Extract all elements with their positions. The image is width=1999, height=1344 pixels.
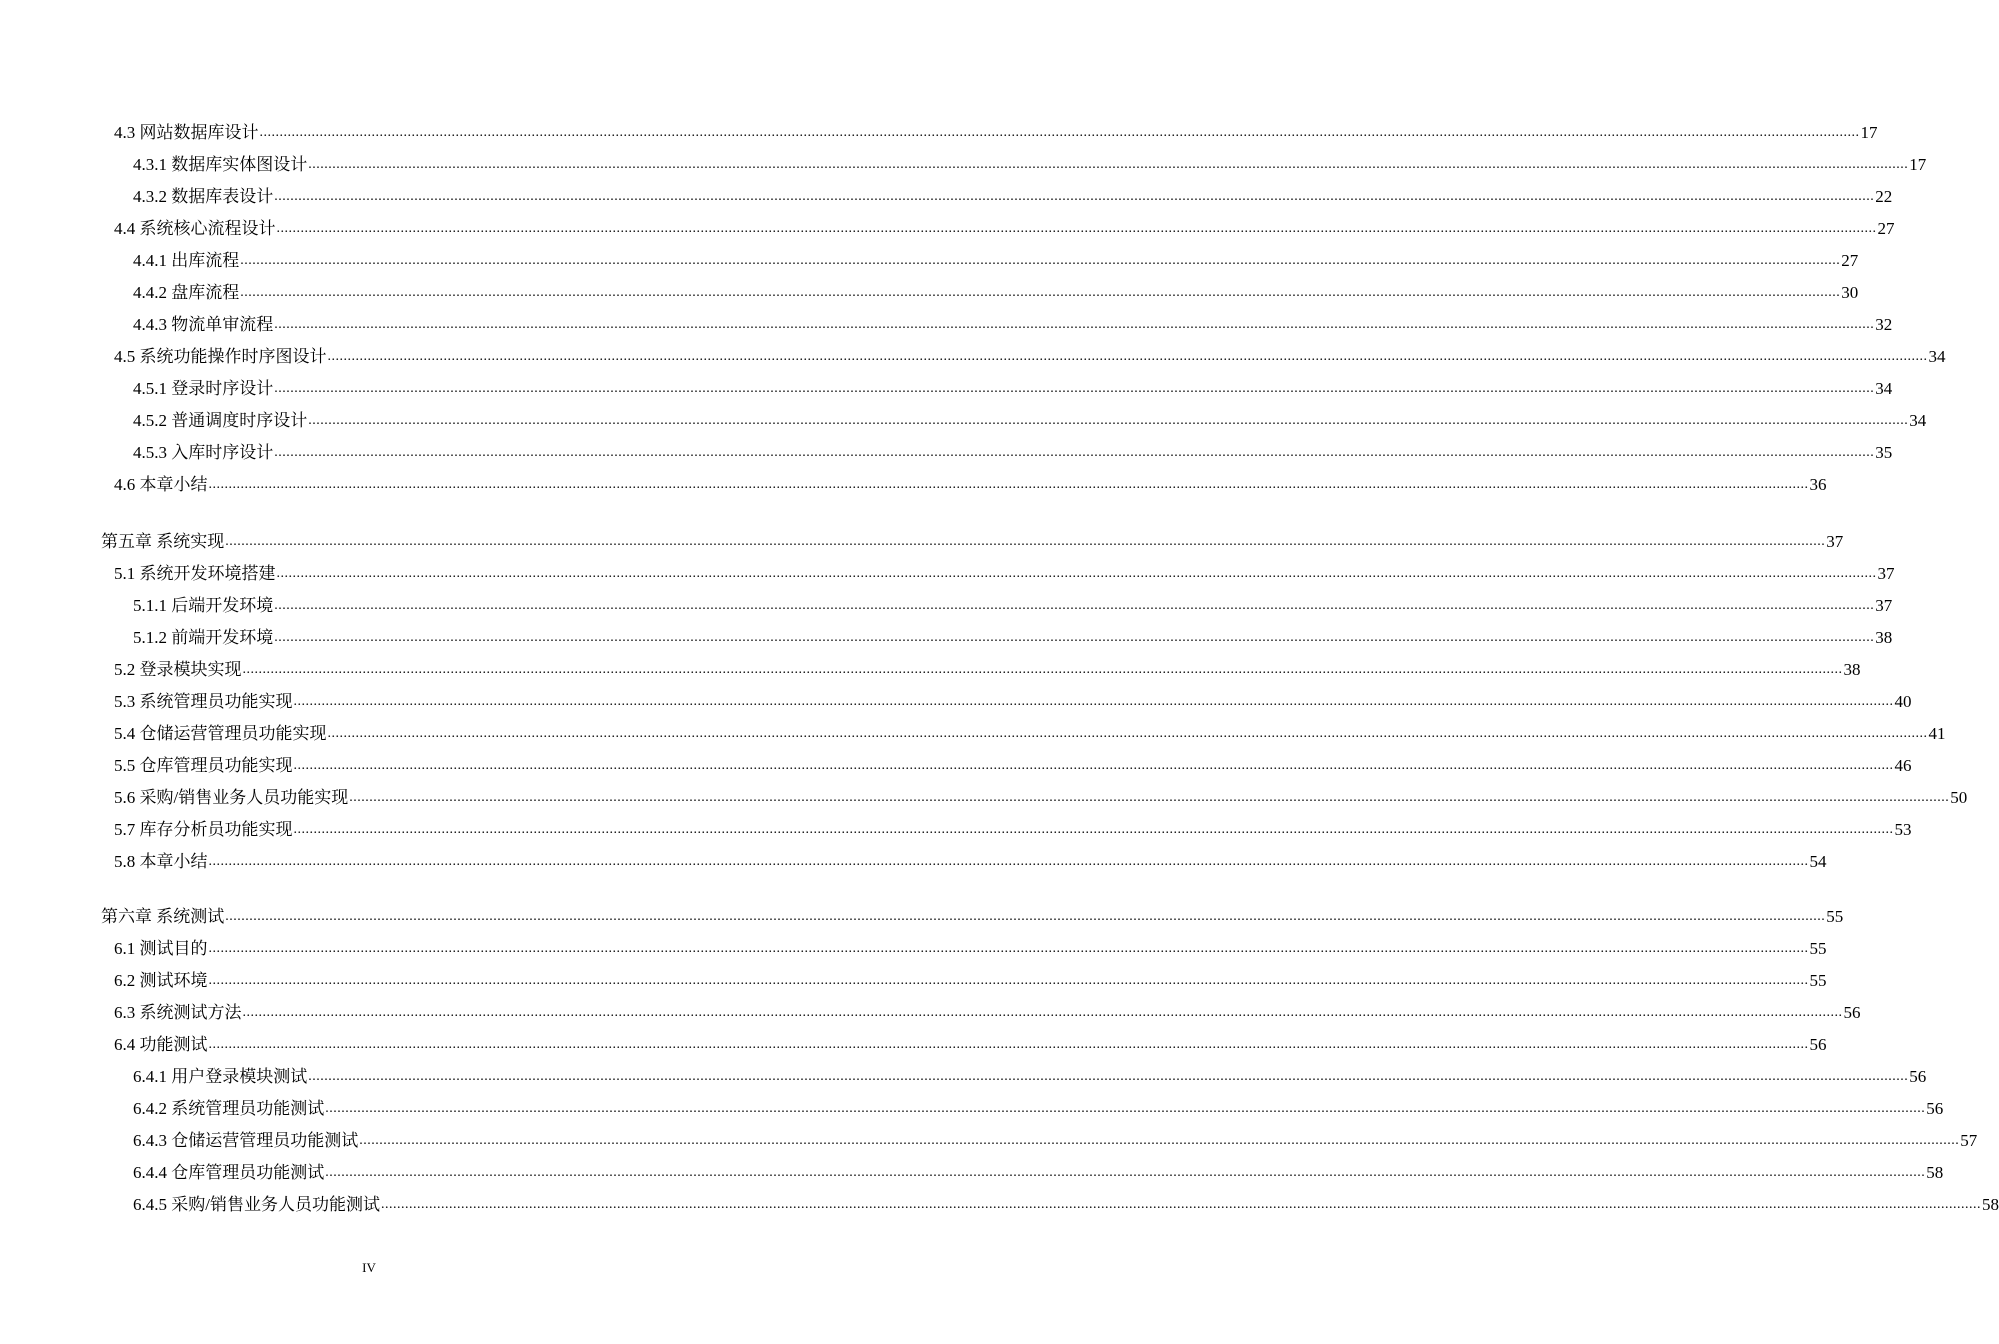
toc-entry[interactable] (114, 216, 1895, 240)
toc-entry[interactable] (133, 593, 1893, 617)
toc-entry-title: 5.7 库存分析员功能实现 (114, 820, 293, 839)
toc-entry[interactable] (133, 1160, 1944, 1184)
toc-dot-leader: ................................................................................................................................................................................................................................................................................................................................................................................................................ (327, 349, 1928, 364)
toc-dot-leader: ................................................................................................................................................................................................................................................................................................................................................................................................................ (274, 598, 1875, 613)
toc-entry-page-number: 56 (1926, 1099, 1944, 1118)
toc-entry-title: 4.5.1 登录时序设计 (133, 379, 274, 398)
toc-dot-leader: ................................................................................................................................................................................................................................................................................................................................................................................................................ (259, 125, 1860, 140)
toc-entry[interactable] (114, 344, 1946, 368)
toc-entry-title: 第五章 系统实现 (101, 532, 225, 551)
toc-entry-title: 5.5 仓库管理员功能实现 (114, 756, 293, 775)
toc-dot-leader: ................................................................................................................................................................................................................................................................................................................................................................................................................ (274, 445, 1875, 460)
toc-entry-title: 4.4.3 物流单审流程 (133, 315, 274, 334)
toc-entry-page-number: 55 (1826, 907, 1844, 926)
toc-entry-page-number: 38 (1843, 660, 1861, 679)
toc-entry-title: 第六章 系统测试 (101, 907, 225, 926)
toc-entry[interactable] (114, 561, 1895, 585)
toc-entry-page-number: 34 (1875, 379, 1893, 398)
toc-dot-leader: ................................................................................................................................................................................................................................................................................................................................................................................................................ (242, 662, 1843, 677)
toc-entry-page-number: 35 (1875, 443, 1893, 462)
toc-dot-leader: ................................................................................................................................................................................................................................................................................................................................................................................................................ (240, 285, 1841, 300)
toc-entry-page-number: 53 (1894, 820, 1912, 839)
toc-entry-page-number: 56 (1909, 1067, 1927, 1086)
toc-dot-leader: ................................................................................................................................................................................................................................................................................................................................................................................................................ (276, 566, 1877, 581)
toc-dot-leader: ................................................................................................................................................................................................................................................................................................................................................................................................................ (208, 973, 1809, 988)
toc-dot-leader: ................................................................................................................................................................................................................................................................................................................................................................................................................ (293, 758, 1894, 773)
toc-entry[interactable] (133, 184, 1893, 208)
toc-entry-title: 5.1.1 后端开发环境 (133, 596, 274, 615)
toc-dot-leader: ................................................................................................................................................................................................................................................................................................................................................................................................................ (359, 1133, 1960, 1148)
toc-entry-page-number: 37 (1877, 564, 1895, 583)
toc-entry-page-number: 27 (1841, 251, 1859, 270)
toc-entry-page-number: 17 (1909, 155, 1927, 174)
toc-entry[interactable] (101, 904, 1844, 928)
toc-entry[interactable] (114, 849, 1827, 873)
toc-entry[interactable] (114, 657, 1861, 681)
toc-entry-title: 6.4.3 仓储运营管理员功能测试 (133, 1131, 359, 1150)
toc-entry-page-number: 50 (1950, 788, 1968, 807)
toc-entry-page-number: 17 (1860, 123, 1878, 142)
toc-entry[interactable] (133, 408, 1927, 432)
toc-entry-title: 5.6 采购/销售业务人员功能实现 (114, 788, 349, 807)
toc-entry[interactable] (133, 312, 1893, 336)
toc-dot-leader: ................................................................................................................................................................................................................................................................................................................................................................................................................ (240, 253, 1841, 268)
toc-entry-title: 6.4.1 用户登录模块测试 (133, 1067, 308, 1086)
toc-entry-title: 4.3.1 数据库实体图设计 (133, 155, 308, 174)
toc-entry[interactable] (133, 1064, 1927, 1088)
toc-entry[interactable] (114, 785, 1968, 809)
toc-entry-page-number: 54 (1809, 852, 1827, 871)
toc-entry-page-number: 38 (1875, 628, 1893, 647)
toc-entry-page-number: 55 (1809, 971, 1827, 990)
toc-entry-title: 4.5 系统功能操作时序图设计 (114, 347, 327, 366)
toc-dot-leader: ................................................................................................................................................................................................................................................................................................................................................................................................................ (293, 822, 1894, 837)
toc-dot-leader: ................................................................................................................................................................................................................................................................................................................................................................................................................ (327, 726, 1928, 741)
toc-dot-leader: ................................................................................................................................................................................................................................................................................................................................................................................................................ (274, 630, 1875, 645)
toc-entry-page-number: 22 (1875, 187, 1893, 206)
toc-entry-title: 6.2 测试环境 (114, 971, 208, 990)
toc-entry-title: 6.1 测试目的 (114, 939, 208, 958)
toc-entry[interactable] (133, 1128, 1978, 1152)
toc-entry-title: 4.4 系统核心流程设计 (114, 219, 276, 238)
toc-dot-leader: ................................................................................................................................................................................................................................................................................................................................................................................................................ (225, 909, 1826, 924)
toc-entry-page-number: 46 (1894, 756, 1912, 775)
toc-dot-leader: ................................................................................................................................................................................................................................................................................................................................................................................................................ (274, 381, 1875, 396)
toc-entry[interactable] (133, 280, 1859, 304)
toc-dot-leader: ................................................................................................................................................................................................................................................................................................................................................................................................................ (349, 790, 1950, 805)
toc-entry-title: 5.3 系统管理员功能实现 (114, 692, 293, 711)
toc-dot-leader: ................................................................................................................................................................................................................................................................................................................................................................................................................ (308, 1069, 1909, 1084)
toc-entry-page-number: 27 (1877, 219, 1895, 238)
toc-entry[interactable] (133, 1192, 1999, 1216)
toc-dot-leader: ................................................................................................................................................................................................................................................................................................................................................................................................................ (225, 534, 1826, 549)
toc-entry-page-number: 37 (1875, 596, 1893, 615)
toc-entry-title: 6.4.2 系统管理员功能测试 (133, 1099, 325, 1118)
toc-entry[interactable] (133, 440, 1893, 464)
toc-dot-leader: ................................................................................................................................................................................................................................................................................................................................................................................................................ (274, 189, 1875, 204)
toc-entry[interactable] (114, 936, 1827, 960)
toc-entry[interactable] (133, 152, 1927, 176)
toc-entry[interactable] (114, 721, 1946, 745)
toc-entry-page-number: 56 (1809, 1035, 1827, 1054)
toc-entry-page-number: 30 (1841, 283, 1859, 302)
toc-entry-title: 6.4.4 仓库管理员功能测试 (133, 1163, 325, 1182)
toc-entry[interactable] (114, 120, 1878, 144)
toc-entry-page-number: 58 (1981, 1195, 1999, 1214)
toc-entry-title: 4.3.2 数据库表设计 (133, 187, 274, 206)
toc-entry[interactable] (133, 248, 1859, 272)
toc-entry-page-number: 40 (1894, 692, 1912, 711)
toc-entry-title: 4.3 网站数据库设计 (114, 123, 259, 142)
toc-entry[interactable] (114, 689, 1912, 713)
page-number: IV (362, 1260, 376, 1275)
toc-entry-page-number: 56 (1843, 1003, 1861, 1022)
toc-entry-page-number: 57 (1960, 1131, 1978, 1150)
toc-entry-title: 5.1.2 前端开发环境 (133, 628, 274, 647)
toc-entry-title: 6.4 功能测试 (114, 1035, 208, 1054)
toc-entry-page-number: 34 (1928, 347, 1946, 366)
toc-entry-title: 4.5.3 入库时序设计 (133, 443, 274, 462)
toc-entry-title: 5.4 仓储运营管理员功能实现 (114, 724, 327, 743)
toc-dot-leader: ................................................................................................................................................................................................................................................................................................................................................................................................................ (242, 1005, 1843, 1020)
toc-entry[interactable] (114, 1000, 1861, 1024)
toc-entry[interactable] (114, 968, 1827, 992)
toc-entry[interactable] (114, 753, 1912, 777)
toc-entry[interactable] (114, 472, 1827, 496)
toc-entry-title: 4.5.2 普通调度时序设计 (133, 411, 308, 430)
toc-entry-title: 6.4.5 采购/销售业务人员功能测试 (133, 1195, 380, 1214)
toc-dot-leader: ................................................................................................................................................................................................................................................................................................................................................................................................................ (308, 157, 1909, 172)
toc-entry-page-number: 32 (1875, 315, 1893, 334)
toc-entry-title: 5.8 本章小结 (114, 852, 208, 871)
toc-dot-leader: ................................................................................................................................................................................................................................................................................................................................................................................................................ (293, 694, 1894, 709)
toc-dot-leader: ................................................................................................................................................................................................................................................................................................................................................................................................................ (208, 854, 1809, 869)
toc-entry-title: 6.3 系统测试方法 (114, 1003, 242, 1022)
toc-entry-title: 4.4.2 盘库流程 (133, 283, 240, 302)
toc-entry[interactable] (133, 625, 1893, 649)
toc-dot-leader: ................................................................................................................................................................................................................................................................................................................................................................................................................ (274, 317, 1875, 332)
toc-entry[interactable] (114, 1032, 1827, 1056)
toc-entry[interactable] (114, 817, 1912, 841)
toc-entry-page-number: 37 (1826, 532, 1844, 551)
toc-dot-leader: ................................................................................................................................................................................................................................................................................................................................................................................................................ (276, 221, 1877, 236)
toc-entry-title: 4.6 本章小结 (114, 475, 208, 494)
toc-entry-title: 5.1 系统开发环境搭建 (114, 564, 276, 583)
toc-dot-leader: ................................................................................................................................................................................................................................................................................................................................................................................................................ (380, 1197, 1981, 1212)
toc-dot-leader: ................................................................................................................................................................................................................................................................................................................................................................................................................ (308, 413, 1909, 428)
toc-entry-page-number: 58 (1926, 1163, 1944, 1182)
toc-entry-title: 4.4.1 出库流程 (133, 251, 240, 270)
toc-entry-title: 5.2 登录模块实现 (114, 660, 242, 679)
toc-entry-page-number: 34 (1909, 411, 1927, 430)
toc-dot-leader: ................................................................................................................................................................................................................................................................................................................................................................................................................ (208, 1037, 1809, 1052)
toc-entry[interactable] (133, 1096, 1944, 1120)
toc-dot-leader: ................................................................................................................................................................................................................................................................................................................................................................................................................ (208, 477, 1809, 492)
toc-entry-page-number: 55 (1809, 939, 1827, 958)
toc-entry[interactable] (101, 529, 1844, 553)
toc-entry-page-number: 36 (1809, 475, 1827, 494)
toc-dot-leader: ................................................................................................................................................................................................................................................................................................................................................................................................................ (325, 1165, 1926, 1180)
toc-dot-leader: ................................................................................................................................................................................................................................................................................................................................................................................................................ (325, 1101, 1926, 1116)
toc-dot-leader: ................................................................................................................................................................................................................................................................................................................................................................................................................ (208, 941, 1809, 956)
toc-entry-page-number: 41 (1928, 724, 1946, 743)
toc-entry[interactable] (133, 376, 1893, 400)
